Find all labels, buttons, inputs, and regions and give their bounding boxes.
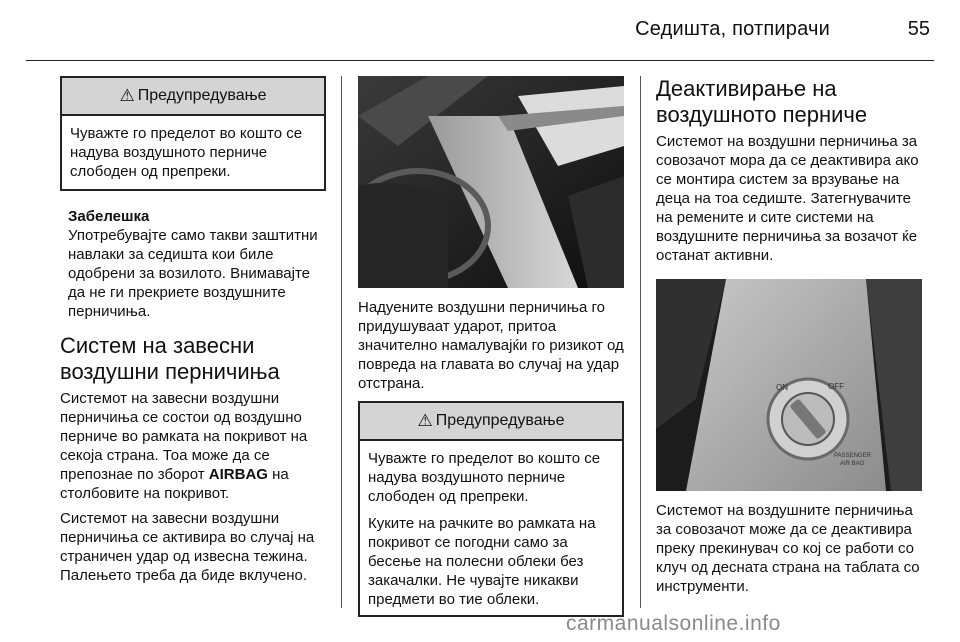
warning-icon: ⚠ (119, 86, 135, 105)
airbag-switch-illustration (656, 279, 922, 491)
photo-caption: Системот на воздушните перничиња за совозачот може да се деактивира преку прекинувач со кој се работи со клуч од десната страна на таблата со инструменти. (656, 502, 920, 595)
warning-header (62, 78, 324, 116)
warning-icon: ⚠ (417, 411, 433, 430)
warning-header (360, 403, 622, 441)
left-column (60, 76, 326, 589)
watermark: carmanualsonline.info (566, 612, 781, 635)
note-text: Употребувајте само такви заштитни навлаки за седишта кои биле одобрени за возилото. Внимавајте да не ги прекриете воздушните перничиња. (68, 227, 318, 320)
warning-text: Чуважте го пределот во кошто се надува воздушното перниче слободен од препреки. (70, 125, 303, 180)
photo-caption: Надуените воздушни перничиња го придушуваат ударот, притоа значително намалувајќи го ризикот од повреда на главата во случај на удар отстрана. (358, 299, 624, 392)
warning-text: Чуважте го пределот во кошто се надува воздушното перниче слободен од препреки. (368, 450, 601, 505)
switch-label-on: ON (776, 383, 788, 392)
airbag-switch-photo (656, 279, 922, 491)
warning-box (60, 76, 326, 191)
section-paragraph (60, 389, 326, 503)
header-rule (26, 60, 934, 61)
middle-column (358, 76, 624, 617)
right-column (656, 76, 922, 604)
note-title: Забелешка (68, 208, 150, 225)
warning-text: Куките на рачките во рамката на покривот се погодни само за бесење на полесни облеки без закачалки. Не чувајте никакви предмети во тие облеки. (368, 515, 596, 608)
warning-box (358, 401, 624, 617)
section-paragraph-text-end: на столбовите на покривот. (60, 466, 289, 502)
page-number: 55 (907, 18, 930, 40)
section-paragraph: Системот на воздушни перничиња за совозачот мора да се деактивира ако се монтира систем за врзување на деца на тоа седиште. Затегнувачите на ремените и сите системи на воздушните перничиња за возачот ќе останат активни. (656, 133, 919, 264)
note (68, 207, 326, 321)
warning-title: Предупредување (137, 87, 267, 104)
warning-title: Предупредување (435, 412, 565, 429)
section-paragraph: Системот на завесни воздушни перничиња се активира во случај на страничен удар од извесна тежина. Палењето треба да биде вклучено. (60, 510, 315, 584)
section-heading: Деактивирање на воздушното перниче (656, 76, 868, 127)
airbag-word: AIRBAG (208, 466, 268, 483)
switch-label-off: OFF (828, 382, 844, 391)
header-title: Седишта, потпирачи (635, 18, 830, 40)
column-divider-left (341, 76, 342, 608)
section-paragraph-text: Системот на завесни воздушни перничиња се состои од воздушно перниче во рамката на покривот на секоја страна. Тоа може да се препознае по зборот (60, 390, 308, 483)
column-divider-right (640, 76, 641, 608)
warning-body (360, 441, 622, 615)
switch-label-passenger: PASSENGER (834, 453, 871, 459)
switch-label-airbag: AIR BAG (840, 461, 865, 467)
warning-body (62, 116, 324, 189)
curtain-airbag-illustration (358, 76, 624, 288)
section-heading: Систем на завесни воздушни перничиња (60, 333, 280, 384)
curtain-airbag-photo (358, 76, 624, 288)
